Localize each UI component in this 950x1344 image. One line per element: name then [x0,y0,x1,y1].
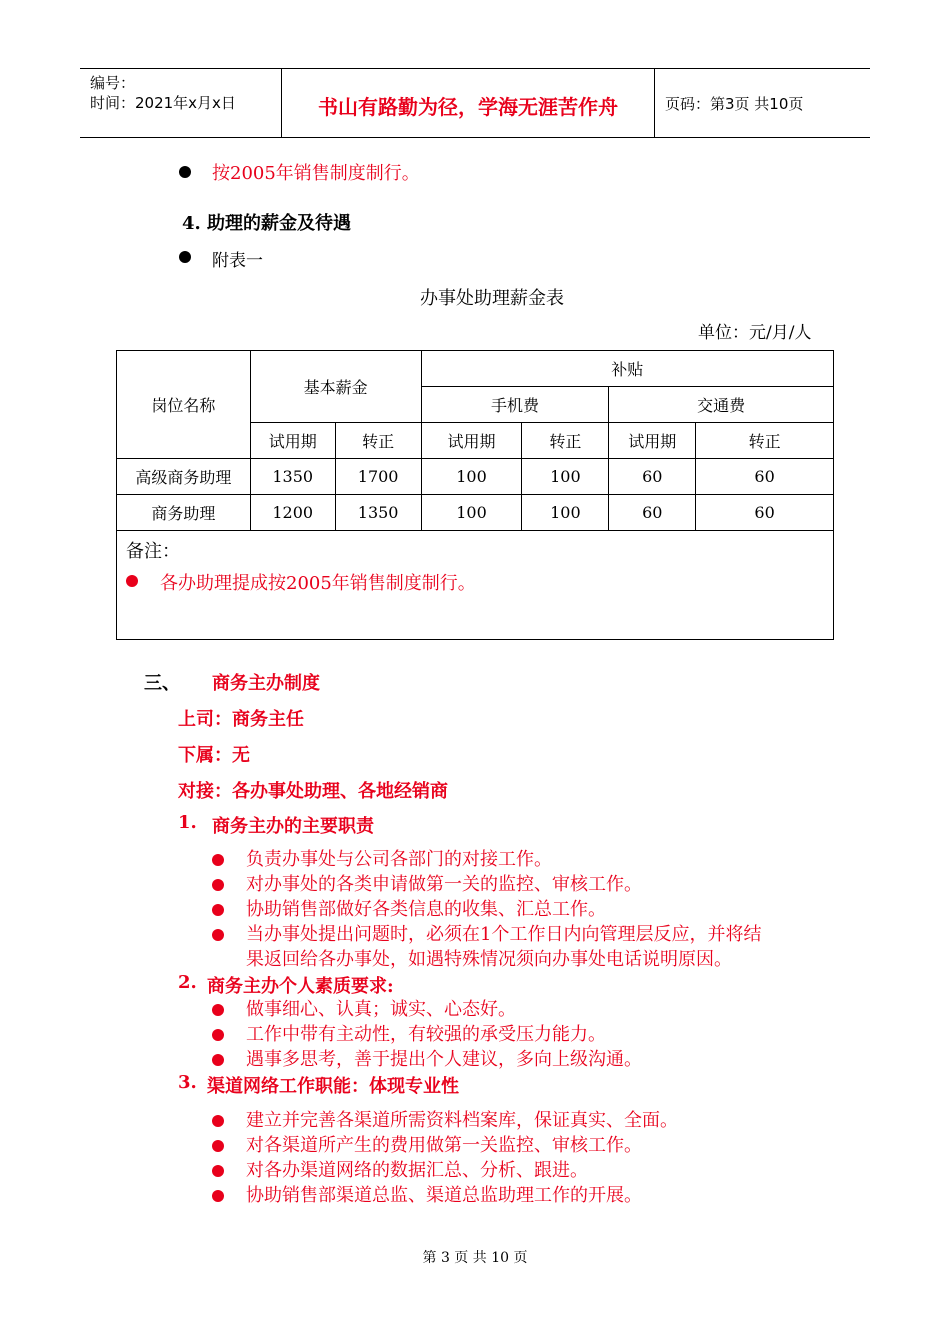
list-item: 当办事处提出问题时，必须在1个工作日内向管理层反应，并将结 [246,922,761,947]
list-item: 建立并完善各渠道所需资料档案库，保证真实、全面。 [246,1108,678,1133]
cell: 100 [421,495,522,531]
list-item: 工作中带有主动性，有较强的承受压力能力。 [246,1022,606,1047]
bullet-icon [212,1165,224,1177]
bullet-icon [212,1004,224,1016]
cell: 1200 [250,495,335,531]
bullet-icon [179,251,191,263]
table-row [117,495,834,531]
cell: 1700 [335,459,421,495]
sub-regular: 转正 [522,423,609,459]
row-name: 高级商务助理 [117,459,251,495]
list-item: 对办事处的各类申请做第一关的监控、审核工作。 [246,872,642,897]
cell: 60 [696,495,834,531]
list-item-continuation: 果返回给各办事处，如遇特殊情况须向办事处电话说明原因。 [246,949,732,970]
bullet-icon [212,1115,224,1127]
sub3-number: 3. [178,1072,197,1093]
header-page-info: 页码：第3页 共10页 [665,95,804,113]
row-name: 商务助理 [117,495,251,531]
bullet-icon [212,1054,224,1066]
sub2-title: 商务主办个人素质要求: [207,976,394,997]
cell: 1350 [335,495,421,531]
sub3-title: 渠道网络工作职能：体现专业性 [207,1076,459,1097]
sub1-number: 1. [178,812,197,833]
list-item: 对各办渠道网络的数据汇总、分析、跟进。 [246,1158,588,1183]
table-unit: 单位：元/月/人 [698,323,812,343]
sub-probation: 试用期 [609,423,696,459]
table-notes [116,531,834,640]
cell: 60 [696,459,834,495]
page-header [80,68,870,138]
col-transport-header: 交通费 [609,387,834,423]
header-divider [654,69,655,137]
salary-table [116,350,834,531]
page-footer: 第 3 页 共 10 页 [422,1250,528,1266]
note-label: 备注： [126,541,180,562]
list-item: 协助销售部做好各类信息的收集、汇总工作。 [246,897,606,922]
list-item: 遇事多思考，善于提出个人建议，多向上级沟通。 [246,1047,642,1072]
bullet-icon [126,575,138,587]
header-motto: 书山有路勤为径，学海无涯苦作舟 [318,95,618,119]
bullet-icon [179,166,191,178]
contact: 对接：各办事处助理、各地经销商 [178,781,448,802]
table-row [117,459,834,495]
cell: 100 [421,459,522,495]
col-subsidy-header: 补贴 [421,351,833,387]
cell: 60 [609,495,696,531]
col-position-header: 岗位名称 [117,351,251,459]
list-item: 协助销售部渠道总监、渠道总监助理工作的开展。 [246,1183,642,1208]
cell: 100 [522,495,609,531]
note-text: 各办助理提成按2005年销售制度制行。 [160,573,476,594]
section3-title: 商务主办制度 [212,673,320,694]
number-label: 编号： [90,74,136,92]
cell: 1350 [250,459,335,495]
superior: 上司：商务主任 [178,709,304,730]
sub-regular: 转正 [335,423,421,459]
section4-heading: 4. 助理的薪金及待遇 [182,213,352,234]
bullet-icon [212,1190,224,1202]
bullet-icon [212,1029,224,1041]
sub2-number: 2. [178,972,197,993]
bullet-icon [212,854,224,866]
header-meta [90,73,236,113]
sub-probation: 试用期 [421,423,522,459]
sub1-title: 商务主办的主要职责 [212,816,374,837]
list-item: 对各渠道所产生的费用做第一关监控、审核工作。 [246,1133,642,1158]
attachment-label: 附表一 [212,251,263,271]
subordinate: 下属：无 [178,745,250,766]
list-item: 做事细心、认真；诚实、心态好。 [246,997,516,1022]
cell: 100 [522,459,609,495]
section3-number: 三、 [144,673,180,694]
cell: 60 [609,459,696,495]
col-phone-header: 手机费 [421,387,609,423]
bullet-icon [212,1140,224,1152]
col-base-header: 基本薪金 [250,351,421,423]
sub-regular: 转正 [696,423,834,459]
bullet-icon [212,879,224,891]
list-item: 负责办事处与公司各部门的对接工作。 [246,847,552,872]
table-title: 办事处助理薪金表 [420,288,564,309]
bullet-icon [212,929,224,941]
sub-probation: 试用期 [250,423,335,459]
bullet-icon [212,904,224,916]
time-label: 时间：2021年x月x日 [90,94,236,112]
intro-bullet-text: 按2005年销售制度制行。 [212,163,420,184]
